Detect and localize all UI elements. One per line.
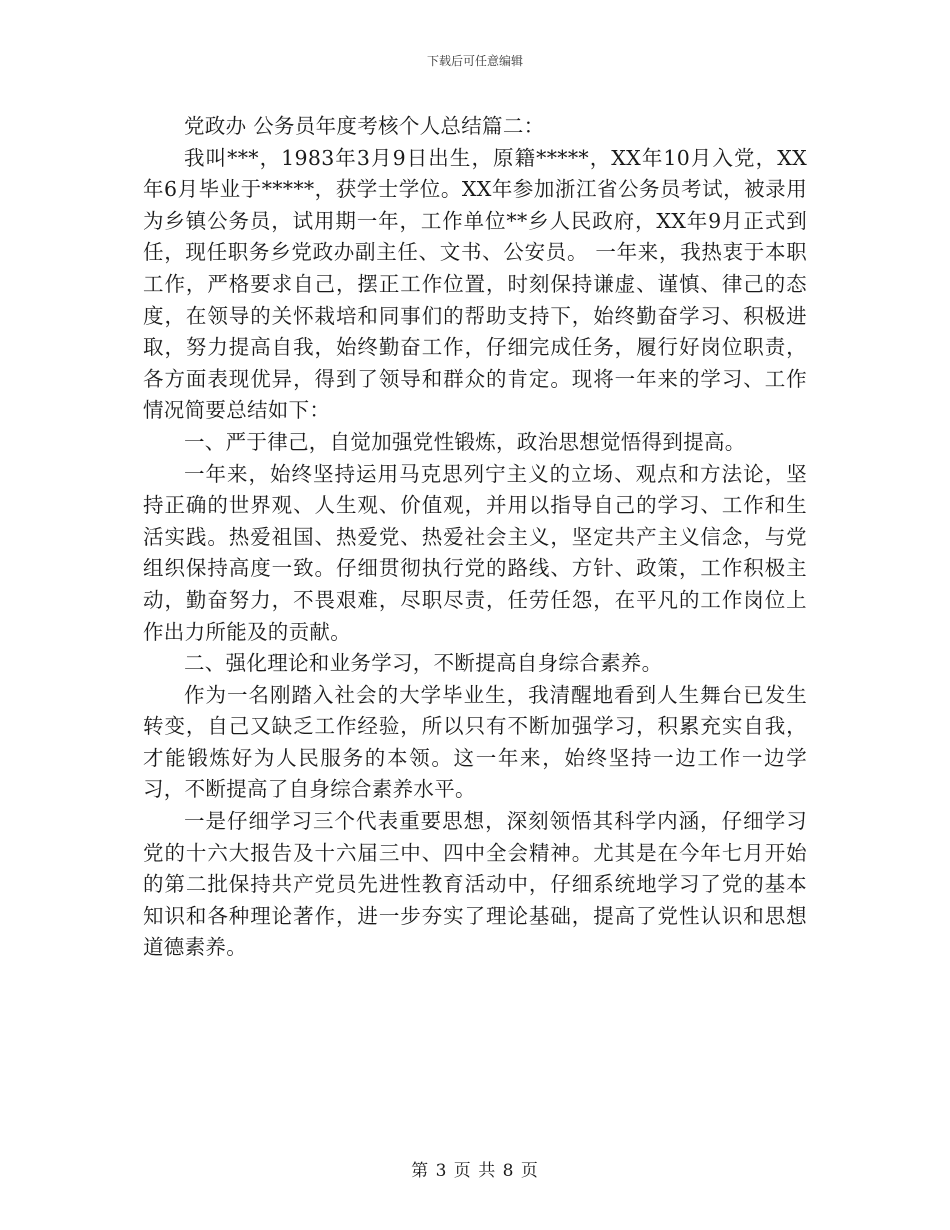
- intro-paragraph: 我叫***，1983年3月9日出生，原籍*****，XX年10月入党，XX年6月毕业于*****，获学士学位。XX年参加浙江省公务员考试，被录用为乡镇公务员，试用期一年，工作单位**乡人民政府，XX年9月正式到任，现任职务乡党政办副主任、文书、公安员。 一年来，我热衷于本职工作，严格要求自己，摆正工作位置，时刻保持谦虚、谨慎、律己的态度，在领导的关怀栽培和同事们的帮助支持下，始终勤奋学习、积极进取，努力提高自我，始终勤奋工作，仔细完成任务，履行好岗位职责，各方面表现优异，得到了领导和群众的肯定。现将一年来的学习、工作情况简要总结如下：: [143, 145, 807, 423]
- document-body: [143, 111, 807, 964]
- heading-one: 一、严于律己，自觉加强党性锻炼，政治思想觉悟得到提高。: [184, 429, 746, 454]
- paragraph-discipline: 一年来，始终坚持运用马克思列宁主义的立场、观点和方法论，坚持正确的世界观、人生观、价值观，并用以指导自己的学习、工作和生活实践。热爱祖国、热爱党、热爱社会主义，坚定共产主义信念，与党组织保持高度一致。仔细贯彻执行党的路线、方针、政策，工作积极主动，勤奋努力，不畏艰难，尽职尽责，任劳任怨，在平凡的工作岗位上作出力所能及的贡献。: [143, 461, 807, 644]
- heading-two: 二、强化理论和业务学习，不断提高自身综合素养。: [184, 651, 663, 676]
- paragraph-theory-study: 一是仔细学习三个代表重要思想，深刻领悟其科学内涵，仔细学习党的十六大报告及十六届三中、四中全会精神。尤其是在今年七月开始的第二批保持共产党员先进性教育活动中，仔细系统地学习了党的基本知识和各种理论著作，进一步夯实了理论基础，提高了党性认识和思想道德素养。: [143, 809, 807, 960]
- page-header: 下载后可任意编辑: [426, 54, 523, 68]
- paragraph-learning: 作为一名刚踏入社会的大学毕业生，我清醒地看到人生舞台已发生转变，自己又缺乏工作经验，所以只有不断加强学习，积累充实自我，才能锻炼好为人民服务的本领。这一年来，始终坚持一边工作一边学习，不断提高了自身综合素养水平。: [143, 682, 807, 802]
- section-title: 党政办 公务员年度考核个人总结篇二：: [184, 114, 545, 138]
- page-number-footer: 第 3 页 共 8 页: [411, 1161, 539, 1181]
